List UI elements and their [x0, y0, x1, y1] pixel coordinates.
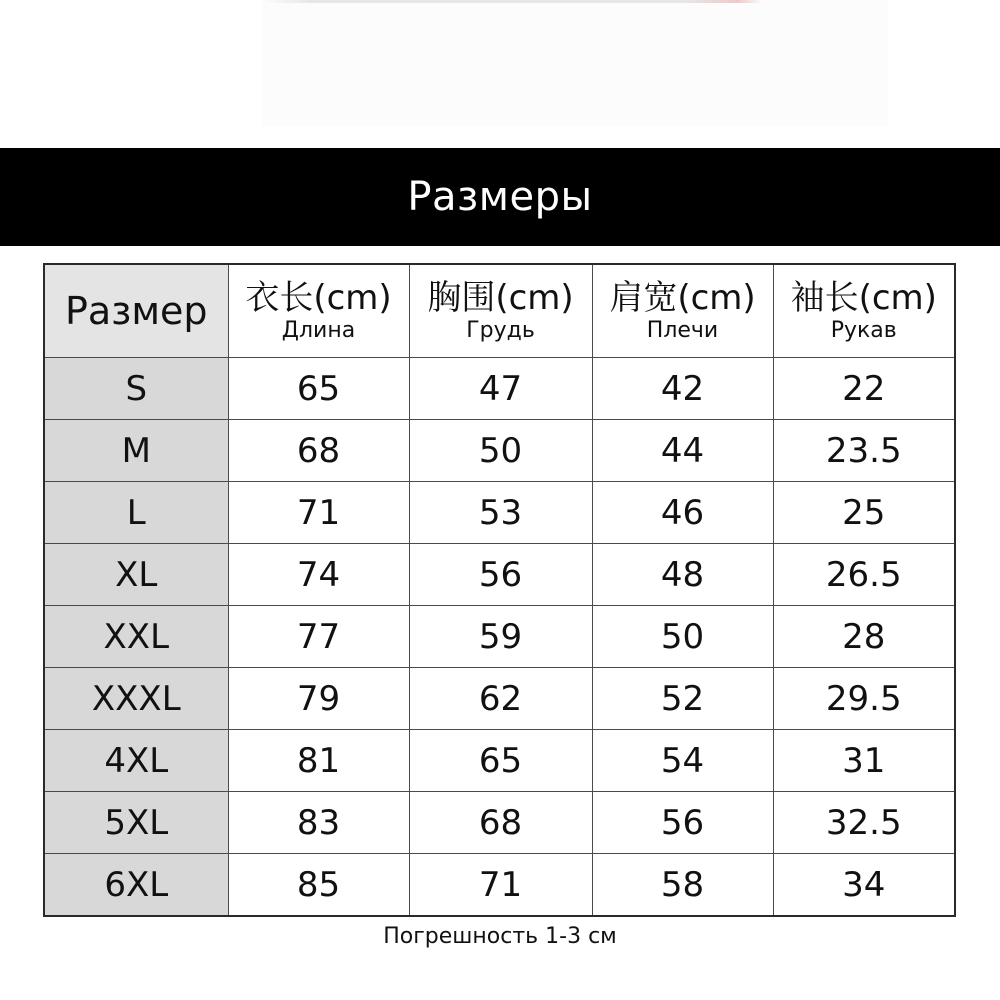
table-row: [44, 420, 955, 482]
column-header-sleeve: [773, 264, 955, 358]
size-cell: M: [44, 420, 228, 482]
shoulders-cell: 52: [592, 668, 773, 730]
chest-cell: 62: [409, 668, 592, 730]
column-header-sub: Длина: [281, 318, 356, 343]
length-cell: 81: [228, 730, 409, 792]
chest-cell: 47: [409, 358, 592, 420]
chest-cell: 50: [409, 420, 592, 482]
banner-title: Размеры: [407, 174, 593, 220]
sleeve-cell: 22: [773, 358, 955, 420]
size-table: [43, 263, 956, 917]
size-cell: L: [44, 482, 228, 544]
column-header-shoulders: [592, 264, 773, 358]
shoulders-cell: 58: [592, 854, 773, 917]
length-cell: 83: [228, 792, 409, 854]
column-header-main: 衣长(cm): [245, 278, 392, 318]
size-cell: XXL: [44, 606, 228, 668]
table-header-row: [44, 264, 955, 358]
sleeve-cell: 26.5: [773, 544, 955, 606]
length-cell: 85: [228, 854, 409, 917]
sleeve-cell: 34: [773, 854, 955, 917]
column-header-length: [228, 264, 409, 358]
size-cell: S: [44, 358, 228, 420]
table-row: [44, 668, 955, 730]
table-row: [44, 482, 955, 544]
tolerance-note: Погрешность 1-3 см: [383, 924, 617, 949]
corner-label: Размер: [64, 289, 208, 333]
top-faint-panel: [262, 0, 888, 126]
sleeve-cell: 28: [773, 606, 955, 668]
table-row: [44, 854, 955, 917]
table-row: [44, 544, 955, 606]
chest-cell: 59: [409, 606, 592, 668]
size-cell: 5XL: [44, 792, 228, 854]
length-cell: 65: [228, 358, 409, 420]
sleeve-cell: 23.5: [773, 420, 955, 482]
title-banner: [0, 148, 1000, 246]
length-cell: 77: [228, 606, 409, 668]
size-cell: XXXL: [44, 668, 228, 730]
chest-cell: 56: [409, 544, 592, 606]
table-row: [44, 358, 955, 420]
column-header-sub: Рукав: [830, 318, 897, 343]
size-cell: 6XL: [44, 854, 228, 917]
column-header-sub: Плечи: [646, 318, 719, 343]
shoulders-cell: 44: [592, 420, 773, 482]
chest-cell: 65: [409, 730, 592, 792]
column-header-sub: Грудь: [466, 318, 535, 343]
column-header-main: 袖长(cm): [790, 278, 937, 318]
chest-cell: 53: [409, 482, 592, 544]
length-cell: 74: [228, 544, 409, 606]
shoulders-cell: 54: [592, 730, 773, 792]
length-cell: 79: [228, 668, 409, 730]
table-row: [44, 730, 955, 792]
corner-header: [44, 264, 228, 358]
column-header-main: 胸围(cm): [427, 278, 574, 318]
length-cell: 71: [228, 482, 409, 544]
column-header-chest: [409, 264, 592, 358]
shoulders-cell: 50: [592, 606, 773, 668]
top-faint-line: [262, 0, 888, 3]
chest-cell: 71: [409, 854, 592, 917]
sleeve-cell: 31: [773, 730, 955, 792]
shoulders-cell: 46: [592, 482, 773, 544]
shoulders-cell: 56: [592, 792, 773, 854]
sleeve-cell: 32.5: [773, 792, 955, 854]
table-row: [44, 606, 955, 668]
shoulders-cell: 48: [592, 544, 773, 606]
size-cell: XL: [44, 544, 228, 606]
table-row: [44, 792, 955, 854]
column-header-main: 肩宽(cm): [609, 278, 756, 318]
size-cell: 4XL: [44, 730, 228, 792]
sleeve-cell: 29.5: [773, 668, 955, 730]
shoulders-cell: 42: [592, 358, 773, 420]
chest-cell: 68: [409, 792, 592, 854]
sleeve-cell: 25: [773, 482, 955, 544]
length-cell: 68: [228, 420, 409, 482]
